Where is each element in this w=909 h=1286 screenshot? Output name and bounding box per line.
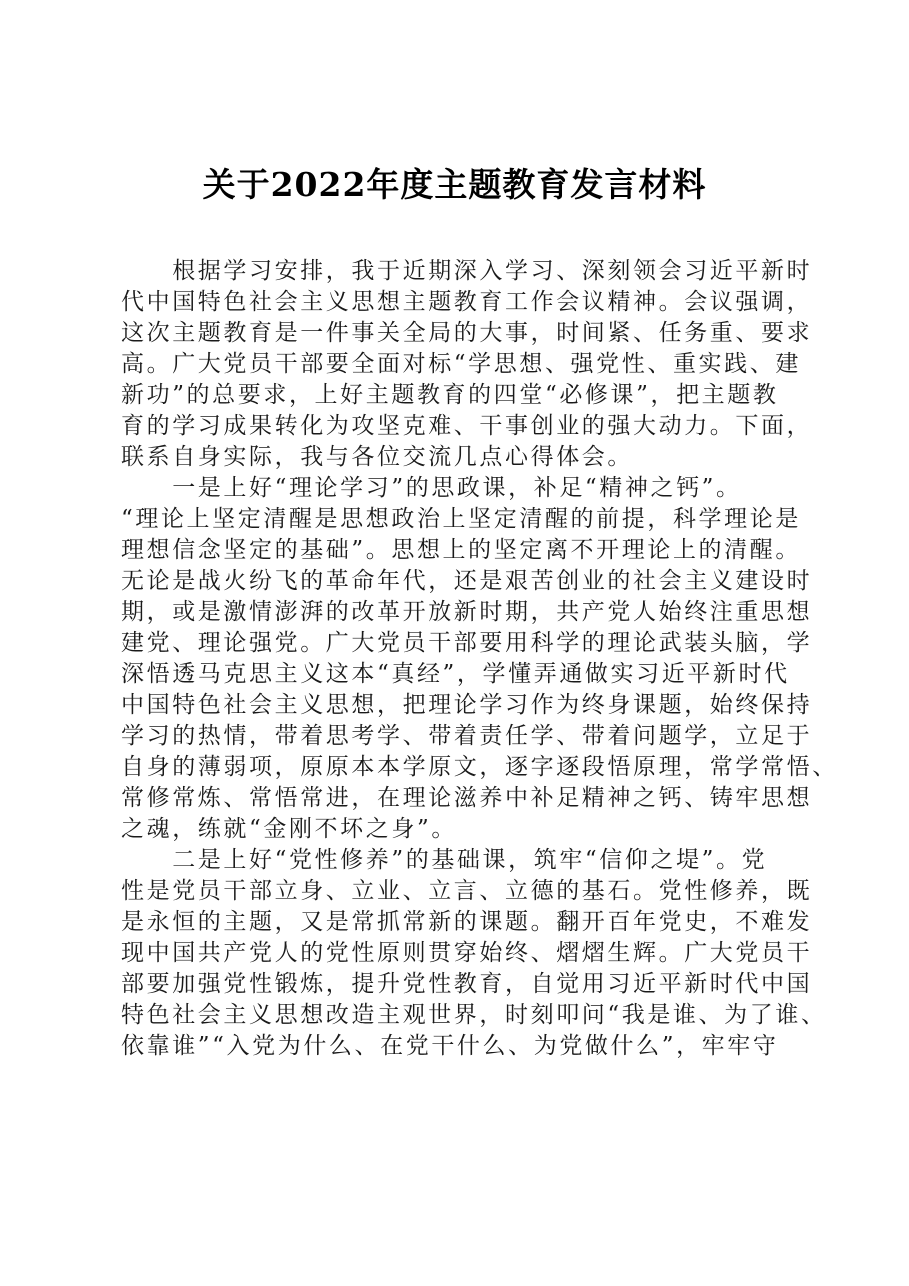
text-line: 期，或是激情澎湃的改革开放新时期，共产党人始终注重思想 [121,599,813,625]
text-line: 理想信念坚定的基础”。思想上的坚定离不开理论上的清醒。 [121,537,801,563]
text-line: 性是党员干部立身、立业、立言、立德的基石。党性修养，既 [121,878,813,904]
document-title: 关于2022年度主题教育发言材料 [202,165,707,204]
text-line: 深悟透马克思主义这本“真经”，学懂弄通做实习近平新时代 [121,661,790,687]
text-line: 之魂，练就“金刚不坏之身”。 [121,816,457,842]
text-line: 常修常炼、常悟常进，在理论滋养中补足精神之钙、铸牢思想 [121,785,813,811]
text-line: 联系自身实际，我与各位交流几点心得体会。 [121,444,633,470]
paragraph-party-spirit [121,845,827,1062]
text-line: 无论是战火纷飞的革命年代，还是艰苦创业的社会主义建设时 [121,568,813,594]
text-line: 自身的薄弱项，原原本本学原文，逐字逐段悟原理，常学常悟、 [121,754,838,780]
text-line: 根据学习安排，我于近期深入学习、深刻领会习近平新时 [121,258,813,284]
text-line: 建党、理论强党。广大党员干部要用科学的理论武装头脑，学 [121,630,813,656]
text-line: 一是上好“理论学习”的思政课，补足“精神之钙”。 [121,475,742,501]
document-body [121,256,838,1062]
paragraph-theory-study [121,473,838,845]
text-line: “理论上坚定清醒是思想政治上坚定清醒的前提，科学理论是 [121,506,801,532]
text-line: 依靠谁”“入党为什么、在党干什么、为党做什么”，牢牢守 [121,1033,779,1059]
text-line: 现中国共产党人的党性原则贯穿始终、熠熠生辉。广大党员干 [121,940,813,966]
text-line: 高。广大党员干部要全面对标“学思想、强党性、重实践、建 [121,351,801,377]
text-line: 代中国特色社会主义思想主题教育工作会议精神。会议强调， [121,289,813,315]
text-line: 学习的热情，带着思考学、带着责任学、带着问题学，立足于 [121,723,813,749]
text-line: 中国特色社会主义思想，把理论学习作为终身课题，始终保持 [121,692,813,718]
text-line: 新功”的总要求，上好主题教育的四堂“必修课”，把主题教 [121,382,779,408]
text-line: 部要加强党性锻炼，提升党性教育，自觉用习近平新时代中国 [121,971,813,997]
text-line: 育的学习成果转化为攻坚克难、干事创业的强大动力。下面， [121,413,813,439]
text-line: 是永恒的主题，又是常抓常新的课题。翻开百年党史，不难发 [121,909,813,935]
text-line: 这次主题教育是一件事关全局的大事，时间紧、任务重、要求 [121,320,813,346]
text-line: 二是上好“党性修养”的基础课，筑牢“信仰之堤”。党 [121,847,768,873]
text-line: 特色社会主义思想改造主观世界，时刻叩问“我是谁、为了谁、 [121,1002,827,1028]
paragraph-intro [121,256,813,473]
